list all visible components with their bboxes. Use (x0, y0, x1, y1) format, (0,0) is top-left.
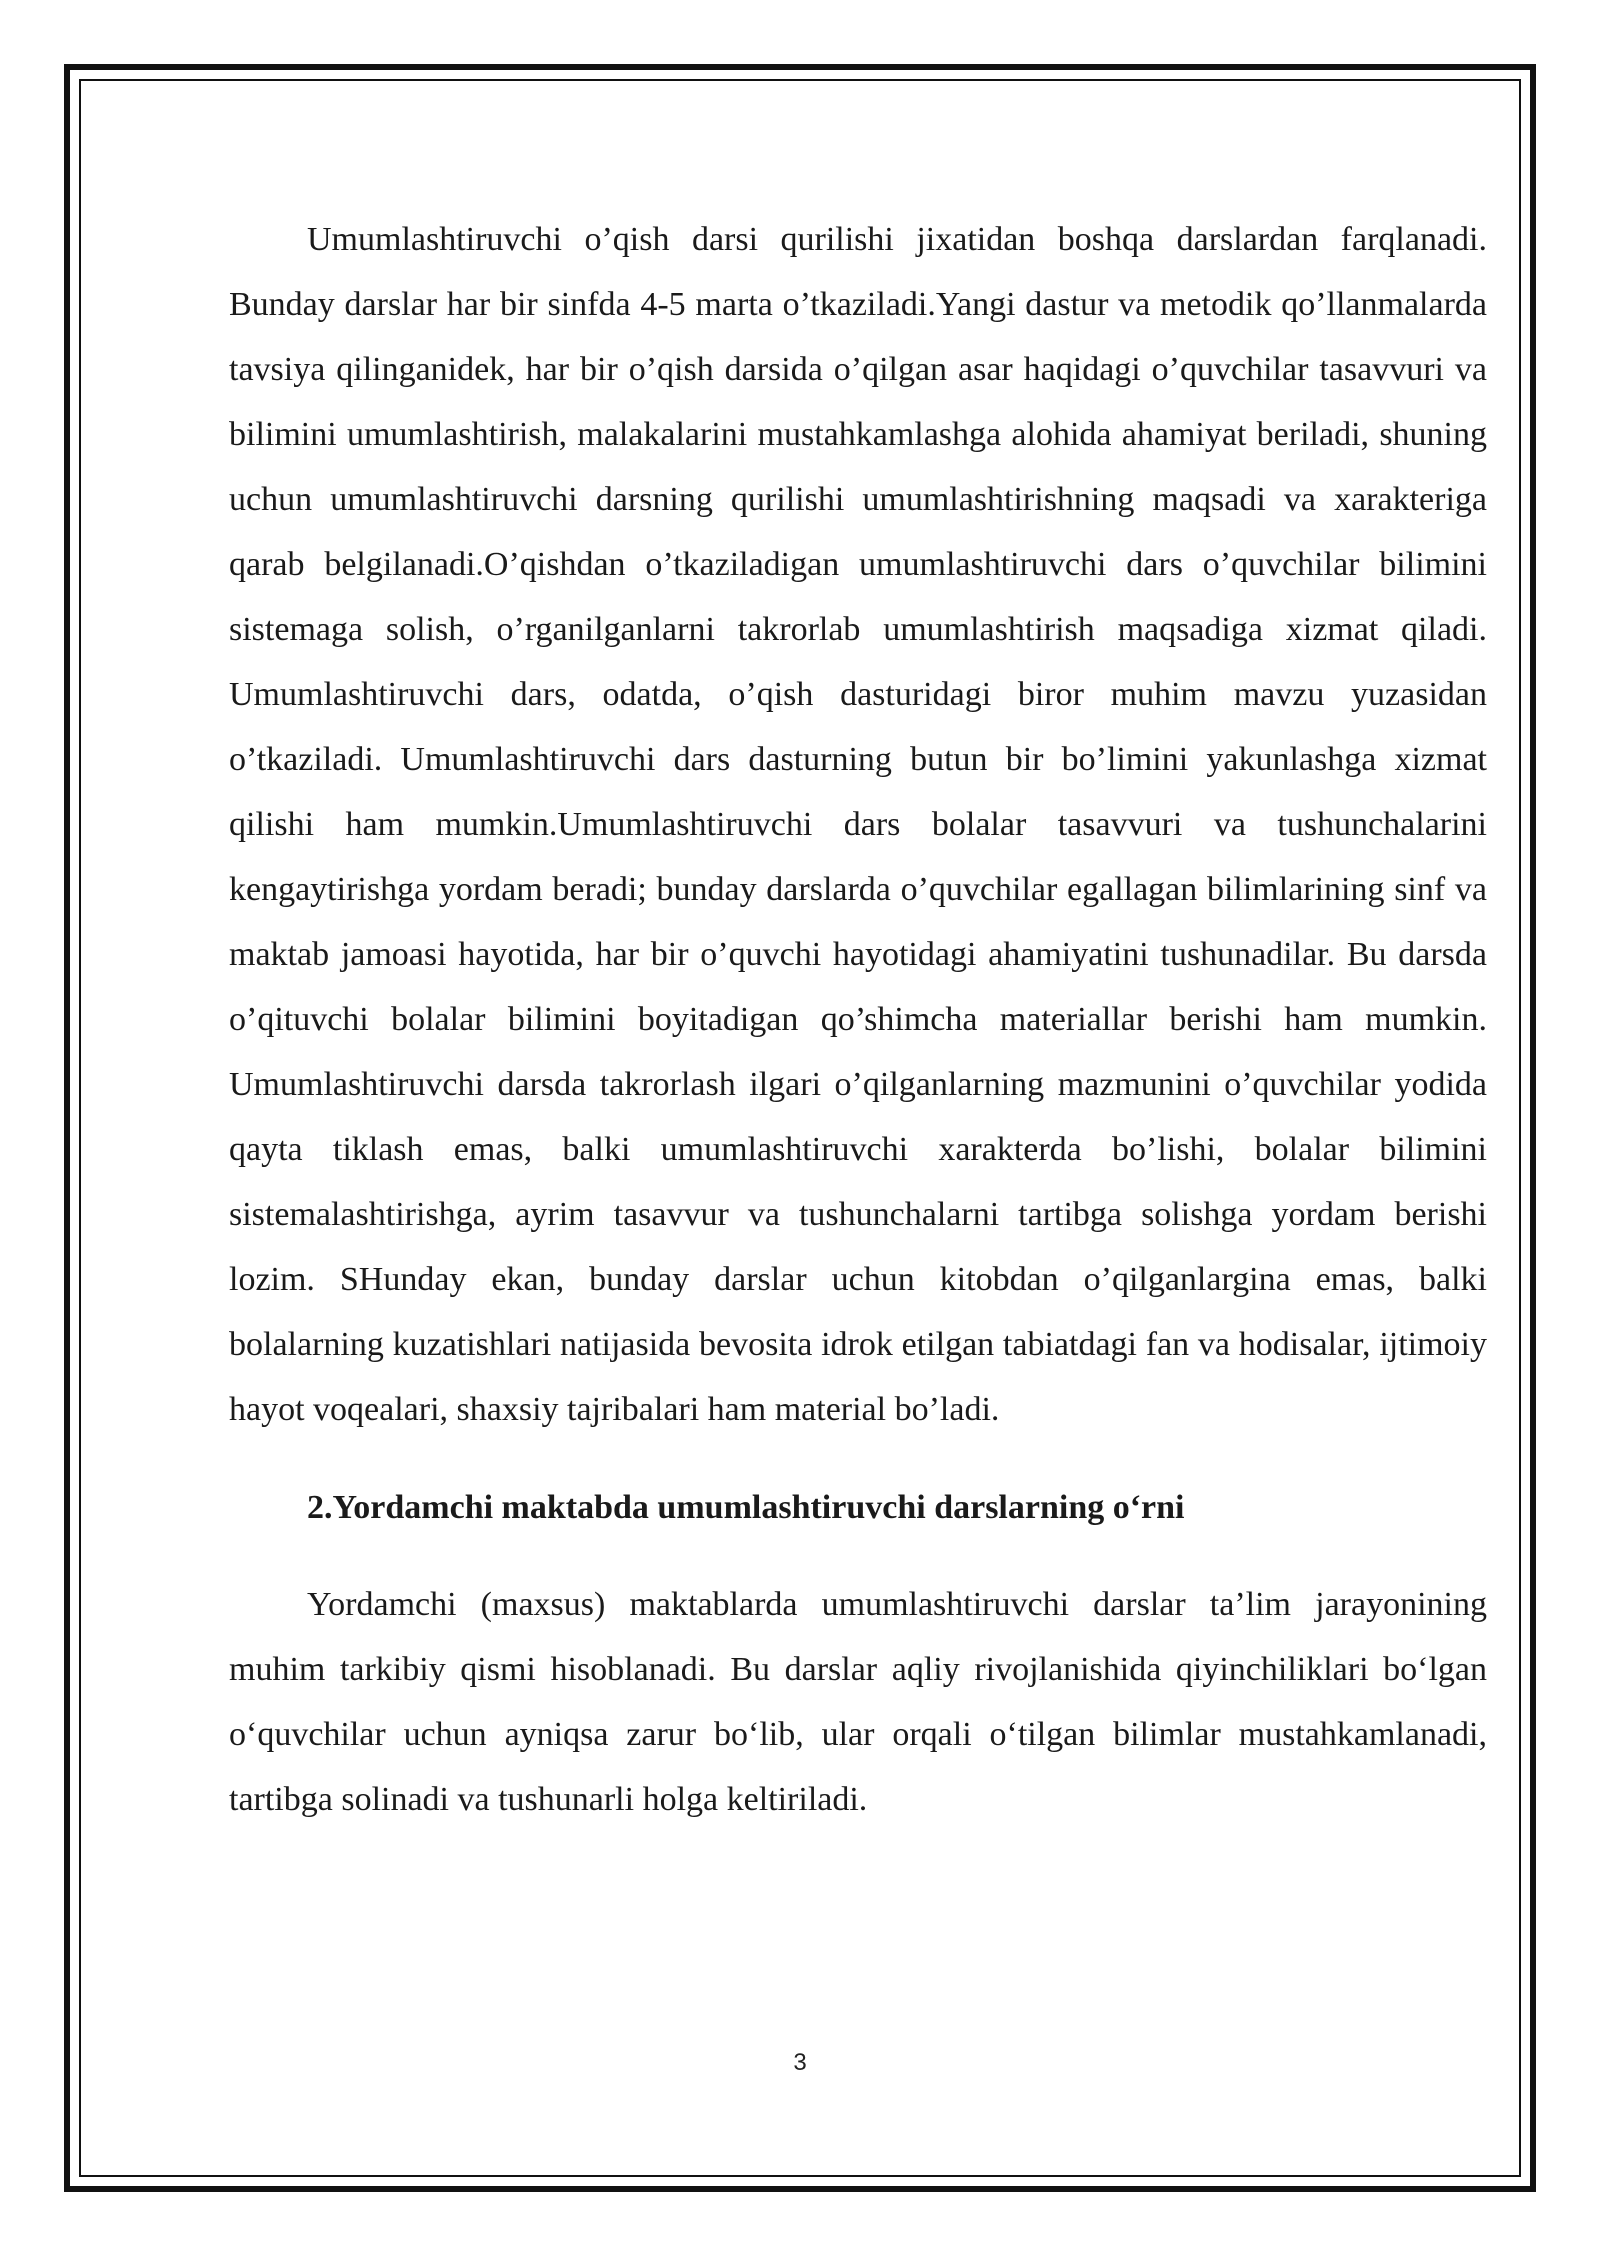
spacer (229, 1442, 1487, 1475)
page-content (229, 207, 1487, 1832)
page-number: 3 (793, 2049, 807, 2076)
spacer (229, 1540, 1487, 1572)
section-heading: 2.Yordamchi maktabda umumlashtiruvchi darslarning o‘rni (307, 1489, 1185, 1526)
paragraph-umumlashtiruvchi-dars: Umumlashtiruvchi o’qish darsi qurilishi jixatidan boshqa darslardan farqlanadi. Bunday darslar har bir sinfda 4-5 marta o’tkaziladi.Yangi dastur va metodik qo’llanmalarda tavsiya qilinganidek, har bir o’qish darsida o’qilgan asar haqidagi o’quvchilar tasavvuri va bilimini umumlashtirish, malakalarini mustahkamlashga alohida ahamiyat beriladi, shuning uchun umumlashtiruvchi darsning qurilishi umumlashtirishning maqsadi va xarakteriga qarab belgilanadi.O’qishdan o’tkaziladigan umumlashtiruvchi dars o’quvchilar bilimini sistemaga solish, o’rganilganlarni takrorlab umumlashtirish maqsadiga xizmat qiladi. Umumlashtiruvchi dars, odatda, o’qish dasturidagi biror muhim mavzu yuzasidan o’tkaziladi. Umumlashtiruvchi dars dasturning butun bir bo’limini yakunlashga xizmat qilishi ham mumkin.Umumlashtiruvchi dars bolalar tasavvuri va tushunchalarini kengaytirishga yordam beradi; bunday darslarda o’quvchilar egallagan bilimlarining sinf va maktab jamoasi hayotida, har bir o’quvchi hayotidagi ahamiyatini tushunadilar. Bu darsda o’qituvchi bolalar bilimini boyitadigan qo’shimcha materiallar berishi ham mumkin. Umumlashtiruvchi darsda takrorlash ilgari o’qilganlarning mazmunini o’quvchilar yodida qayta tiklash emas, balki umumlashtiruvchi xarakterda bo’lishi, bolalar bilimini sistemalashtirishga, ayrim tasavvur va tushunchalarni tartibga solishga yordam berishi lozim. SHunday ekan, bunday darslar uchun kitobdan o’qilganlargina emas, balki bolalarning kuzatishlari natijasida bevosita idrok etilgan tabiatdagi fan va hodisalar, ijtimoiy hayot voqealari, shaxsiy tajribalari ham material bo’ladi. (229, 221, 1487, 1428)
paragraph-yordamchi-maktab: Yordamchi (maxsus) maktablarda umumlashtiruvchi darslar ta’lim jarayonining muhim tarkibiy qismi hisoblanadi. Bu darslar aqliy rivojlanishida qiyinchiliklari bo‘lgan o‘quvchilar uchun ayniqsa zarur bo‘lib, ular orqali o‘tilgan bilimlar mustahkamlanadi, tartibga solinadi va tushunarli holga keltiriladi. (229, 1586, 1487, 1818)
